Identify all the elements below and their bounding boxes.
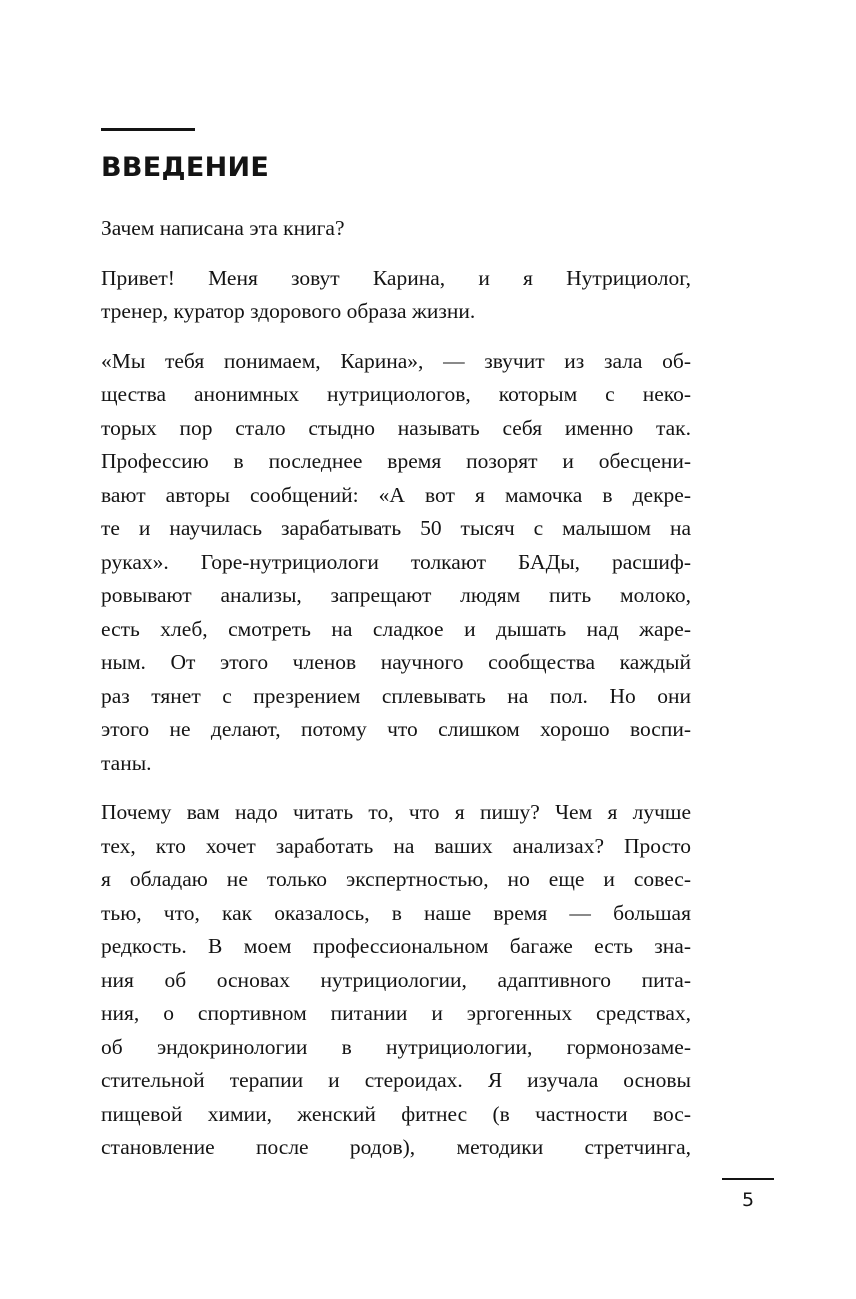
- text-line: щества анонимных нутрициологов, которым с неко-: [101, 382, 691, 406]
- text-line: ровывают анализы, запрещают людям пить молоко,: [101, 583, 691, 607]
- text-line: те и научилась зарабатывать 50 тысяч с малышом на: [101, 516, 691, 540]
- page-number: 5: [741, 1189, 755, 1211]
- chapter-top-rule: [101, 128, 195, 131]
- text-line: становление после родов), методики стретчинга,: [101, 1135, 691, 1159]
- text-line: торых пор стало стыдно называть себя именно так.: [101, 415, 691, 440]
- paragraph-2: [101, 262, 691, 329]
- text-line: Зачем написана эта книга?: [101, 216, 345, 240]
- text-line: пищевой химии, женский фитнес (в частности вос-: [101, 1101, 691, 1126]
- text-line: тренер, куратор здорового образа жизни.: [101, 299, 476, 323]
- text-line: Почему вам надо читать то, что я пишу? Чем я лучше: [101, 800, 691, 824]
- text-line: тех, кто хочет заработать на ваших анализах? Просто: [101, 833, 691, 858]
- text-line: я обладаю не только экспертностью, но еще и совес-: [101, 867, 691, 891]
- paragraph-4: [101, 796, 691, 1165]
- text-line: стительной терапии и стероидах. Я изучала основы: [101, 1068, 691, 1092]
- paragraph-3: [101, 345, 691, 781]
- text-line: этого не делают, потому что слишком хорошо воспи-: [101, 717, 691, 741]
- text-line: Привет! Меня зовут Карина, и я Нутрициолог,: [101, 265, 691, 290]
- text-line: ния, о спортивном питании и эргогенных средствах,: [101, 1001, 691, 1025]
- paragraph-1: [101, 212, 691, 246]
- text-line: об эндокринологии в нутрициологии, гормонозаме-: [101, 1034, 691, 1059]
- text-line: Профессию в последнее время позорят и обесцени-: [101, 449, 691, 473]
- text-line: «Мы тебя понимаем, Карина», — звучит из зала об-: [101, 348, 691, 373]
- text-line: таны.: [101, 750, 152, 775]
- text-line: тью, что, как оказалось, в наше время — большая: [101, 900, 691, 925]
- text-line: редкость. В моем профессиональном багаже есть зна-: [101, 934, 691, 958]
- text-line: раз тянет с презрением сплевывать на пол. Но они: [101, 683, 691, 708]
- text-line: руках». Горе-нутрициологи толкают БАДы, расшиф-: [101, 549, 691, 574]
- text-line: вают авторы сообщений: «А вот я мамочка в декре-: [101, 482, 691, 507]
- text-line: ния об основах нутрициологии, адаптивного пита-: [101, 967, 691, 992]
- chapter-title: ВВЕДЕНИЕ: [101, 152, 270, 183]
- body-text: [101, 212, 691, 1165]
- text-line: есть хлеб, смотреть на сладкое и дышать над жаре-: [101, 616, 691, 641]
- text-line: ным. От этого членов научного сообщества каждый: [101, 650, 691, 674]
- footer-rule: [722, 1178, 774, 1180]
